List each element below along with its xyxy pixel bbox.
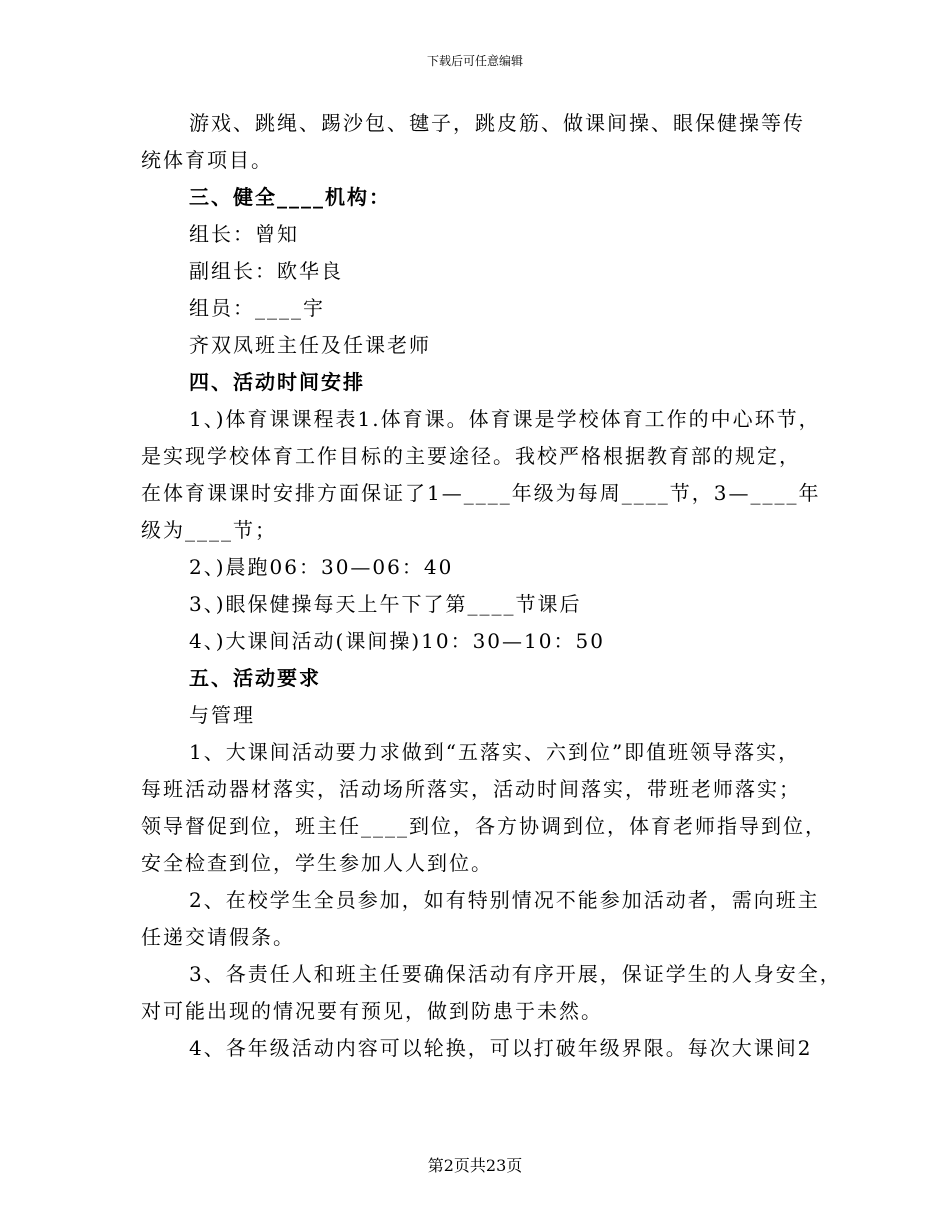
paragraph-line: 齐双凤班主任及任课老师	[189, 333, 431, 357]
section-heading: 五、活动要求	[189, 666, 321, 690]
paragraph-line: 1、大课间活动要力求做到“五落实、六到位”即值班领导落实，	[189, 740, 801, 764]
paragraph-line: 2、)晨跑06：30—06：40	[189, 555, 454, 579]
paragraph-line: 3、)眼保健操每天上午下了第____节课后	[189, 592, 582, 616]
paragraph-line: 级为____节；	[141, 518, 277, 542]
page-number: 第2页共23页	[427, 1156, 523, 1175]
paragraph-line: 任递交请假条。	[141, 925, 295, 949]
document-body	[141, 105, 842, 1067]
paragraph-line: 与管理	[189, 703, 255, 727]
paragraph-line: 每班活动器材落实，活动场所落实，活动时间落实，带班老师落实；	[141, 777, 801, 801]
paragraph-line: 游戏、跳绳、踢沙包、毽子，跳皮筋、做课间操、眼保健操等传	[189, 111, 805, 135]
section-heading: 三、健全____机构：	[189, 185, 391, 209]
paragraph-line: 组员：____宇	[189, 296, 325, 320]
page-header: 下载后可任意编辑	[426, 54, 523, 68]
section-heading: 四、活动时间安排	[189, 370, 365, 394]
paragraph-line: 是实现学校体育工作目标的主要途径。我校严格根据教育部的规定，	[141, 444, 801, 468]
paragraph-line: 副组长：欧华良	[189, 259, 343, 283]
paragraph-line: 对可能出现的情况要有预见，做到防患于未然。	[141, 999, 603, 1023]
paragraph-line: 在体育课课时安排方面保证了1—____年级为每周____节，3—____年	[141, 481, 821, 505]
paragraph-line: 1、)体育课课程表1.体育课。体育课是学校体育工作的中心环节，	[189, 407, 821, 431]
paragraph-line: 安全检查到位，学生参加人人到位。	[141, 851, 493, 875]
paragraph-line: 组长：曾知	[189, 222, 299, 246]
paragraph-line: 4、各年级活动内容可以轮换，可以打破年级界限。每次大课间2	[189, 1036, 813, 1060]
paragraph-line: 2、在校学生全员参加，如有特别情况不能参加活动者，需向班主	[189, 888, 820, 912]
paragraph-line: 统体育项目。	[141, 148, 273, 172]
paragraph-line: 3、各责任人和班主任要确保活动有序开展，保证学生的人身安全，	[189, 962, 842, 986]
paragraph-line: 领导督促到位，班主任____到位，各方协调到位，体育老师指导到位，	[141, 814, 827, 838]
paragraph-line: 4、)大课间活动(课间操)10：30—10：50	[189, 629, 605, 653]
